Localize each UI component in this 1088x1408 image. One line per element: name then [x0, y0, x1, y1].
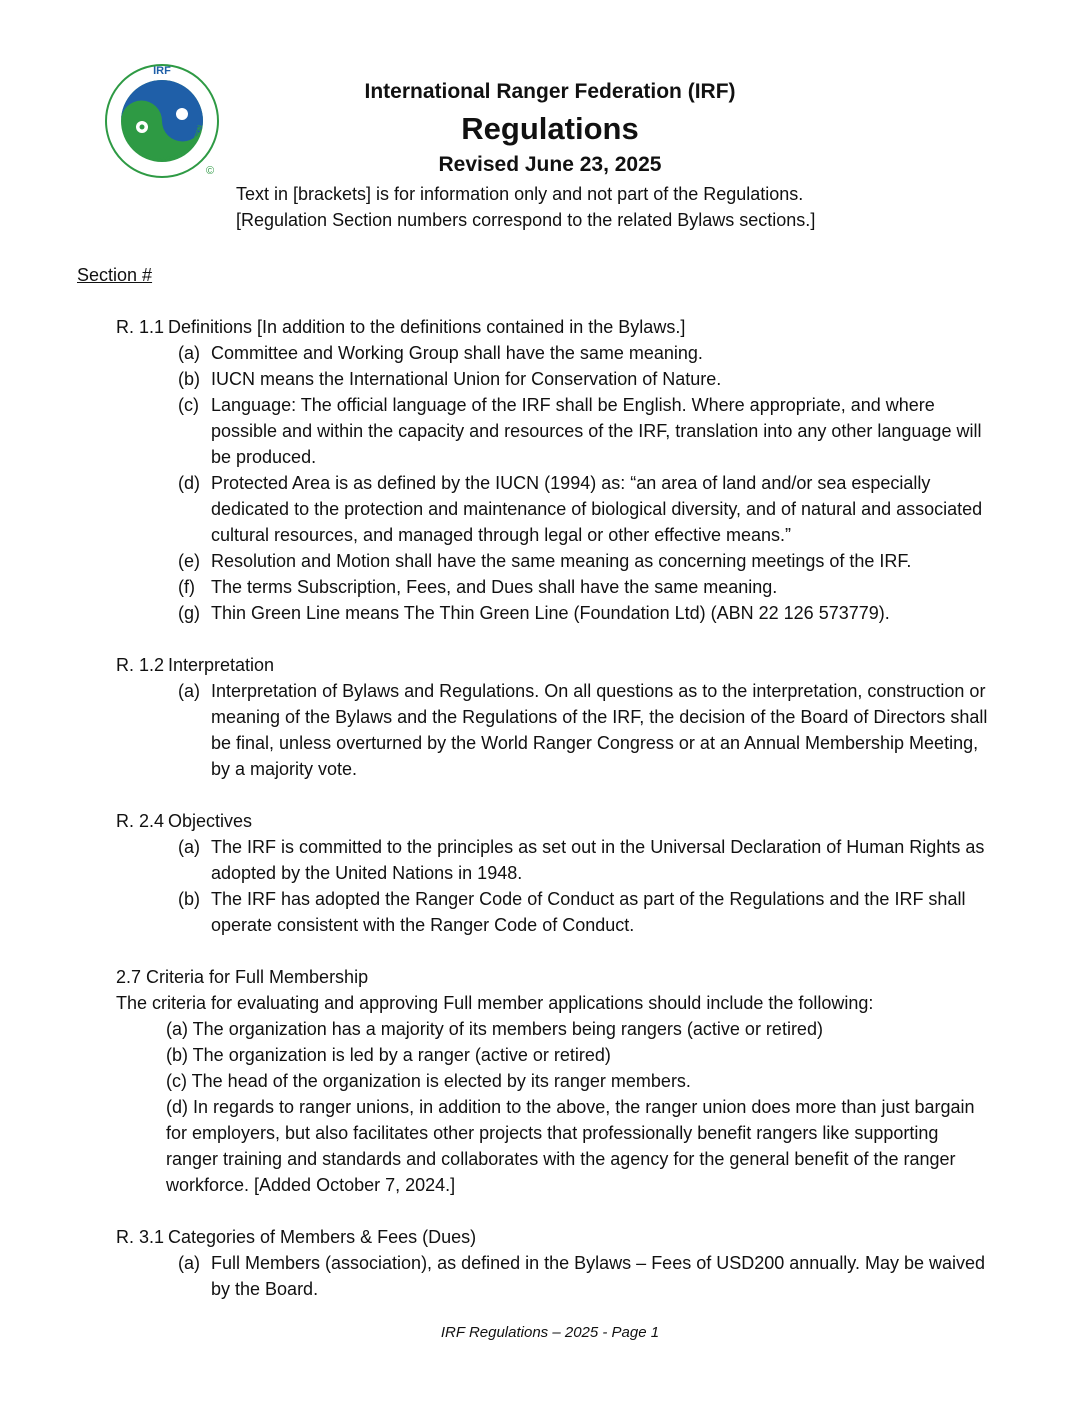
- section-heading: [116, 1224, 996, 1250]
- criteria-item: (d) In regards to ranger unions, in addition to the above, the ranger union does more than just bargain for employers, but also facilitates other projects that professionally benefit rangers like supporting ranger training and standards and collaborates with the agency for the general benefit of the ranger workforce. [Added October 7, 2024.]: [166, 1097, 975, 1195]
- item-letter: (c): [178, 395, 199, 415]
- list-item: [178, 600, 1001, 626]
- logo-text: IRF: [153, 65, 171, 77]
- item-text: The terms Subscription, Fees, and Dues shall have the same meaning.: [211, 577, 778, 597]
- criteria-item: (c) The head of the organization is elected by its ranger members.: [166, 1071, 691, 1091]
- bracket-note: Text in [brackets] is for information only and not part of the Regulations.: [236, 184, 804, 204]
- criteria-intro: The criteria for evaluating and approving Full member applications should include the following:: [116, 993, 874, 1013]
- list-item: [178, 574, 1001, 600]
- item-text: The IRF is committed to the principles as set out in the Universal Declaration of Human Rights as adopted by the United Nations in 1948.: [211, 837, 985, 883]
- item-letter: (a): [178, 1253, 200, 1273]
- item-letter: (d): [178, 473, 200, 493]
- section-r2-4: [116, 808, 996, 938]
- document-body: [0, 262, 1088, 1302]
- list-item: [178, 340, 1001, 366]
- logo-ring-text: INTERNATIONAL RANGER FEDERATION: [120, 124, 204, 164]
- item-text: Resolution and Motion shall have the same meaning as concerning meetings of the IRF.: [211, 551, 912, 571]
- section-title: Interpretation: [168, 655, 275, 675]
- item-text: Thin Green Line means The Thin Green Line (Foundation Ltd) (ABN 22 126 573779).: [211, 603, 890, 623]
- item-text: Interpretation of Bylaws and Regulations. On all questions as to the interpretation, construction or meaning of the Bylaws and the Regulations of the IRF, the decision of the Board of Directors shall be final, unless overturned by the World Ranger Congress or at an Annual Membership Meeting, by a majority vote.: [211, 681, 988, 779]
- section-number-note: [Regulation Section numbers correspond to the related Bylaws sections.]: [236, 210, 816, 230]
- item-text: IUCN means the International Union for Conservation of Nature.: [211, 369, 722, 389]
- section-2-7-criteria: [116, 964, 996, 1198]
- item-text: Committee and Working Group shall have the same meaning.: [211, 343, 703, 363]
- item-letter: (e): [178, 551, 200, 571]
- item-text: Protected Area is as defined by the IUCN (1994) as: “an area of land and/or sea especially dedicated to the protection and maintenance of biological diversity, and of natural and associated cultural resources, and managed through legal or other effective means.”: [211, 473, 983, 545]
- item-letter: (b): [178, 369, 200, 389]
- item-letter: (a): [178, 343, 200, 363]
- list-item: [178, 366, 1001, 392]
- irf-logo: [103, 62, 221, 180]
- list-item: [178, 834, 1001, 886]
- list-item: [178, 1250, 1001, 1302]
- list-item: [178, 678, 1001, 782]
- section-number: R. 3.1: [116, 1227, 165, 1247]
- section-heading: [116, 808, 996, 834]
- list-item: [178, 392, 1001, 470]
- section-title: Definitions [In addition to the definitions contained in the Bylaws.]: [168, 317, 686, 337]
- item-text: Full Members (association), as defined in the Bylaws – Fees of USD200 annually. May be waived by the Board.: [211, 1253, 986, 1299]
- item-letter: (g): [178, 603, 200, 623]
- section-heading: [116, 652, 996, 678]
- list-item: [178, 548, 1001, 574]
- section-title: Objectives: [168, 811, 253, 831]
- section-number: R. 2.4: [116, 811, 165, 831]
- item-letter: (a): [178, 681, 200, 701]
- doc-title: Regulations: [461, 111, 639, 146]
- criteria-item: (b) The organization is led by a ranger (active or retired): [166, 1045, 611, 1065]
- item-letter: (a): [178, 837, 200, 857]
- section-number: R. 1.2: [116, 655, 165, 675]
- item-letter: (f): [178, 577, 195, 597]
- list-item: [178, 470, 1001, 548]
- section-heading: [116, 314, 996, 340]
- list-item: [178, 886, 1001, 938]
- section-title: Categories of Members & Fees (Dues): [168, 1227, 477, 1247]
- logo-copyright: ©: [206, 165, 215, 177]
- criteria-title: 2.7 Criteria for Full Membership: [116, 967, 369, 987]
- section-r1-2: [116, 652, 996, 782]
- section-r1-1: [116, 314, 996, 626]
- section-r3-1: [116, 1224, 996, 1302]
- criteria-item: (a) The organization has a majority of its members being rangers (active or retired): [166, 1019, 823, 1039]
- page-footer: IRF Regulations – 2025 - Page 1: [440, 1324, 660, 1341]
- item-text: The IRF has adopted the Ranger Code of Conduct as part of the Regulations and the IRF shall operate consistent with the Ranger Code of Conduct.: [211, 889, 966, 935]
- revised-date: Revised June 23, 2025: [438, 153, 662, 176]
- org-name: International Ranger Federation (IRF): [364, 80, 736, 103]
- item-letter: (b): [178, 889, 200, 909]
- item-text: Language: The official language of the IRF shall be English. Where appropriate, and where possible and within the capacity and resources of the IRF, translation into any other language will be produced.: [211, 395, 982, 467]
- section-label: Section #: [77, 265, 153, 285]
- section-number: R. 1.1: [116, 317, 165, 337]
